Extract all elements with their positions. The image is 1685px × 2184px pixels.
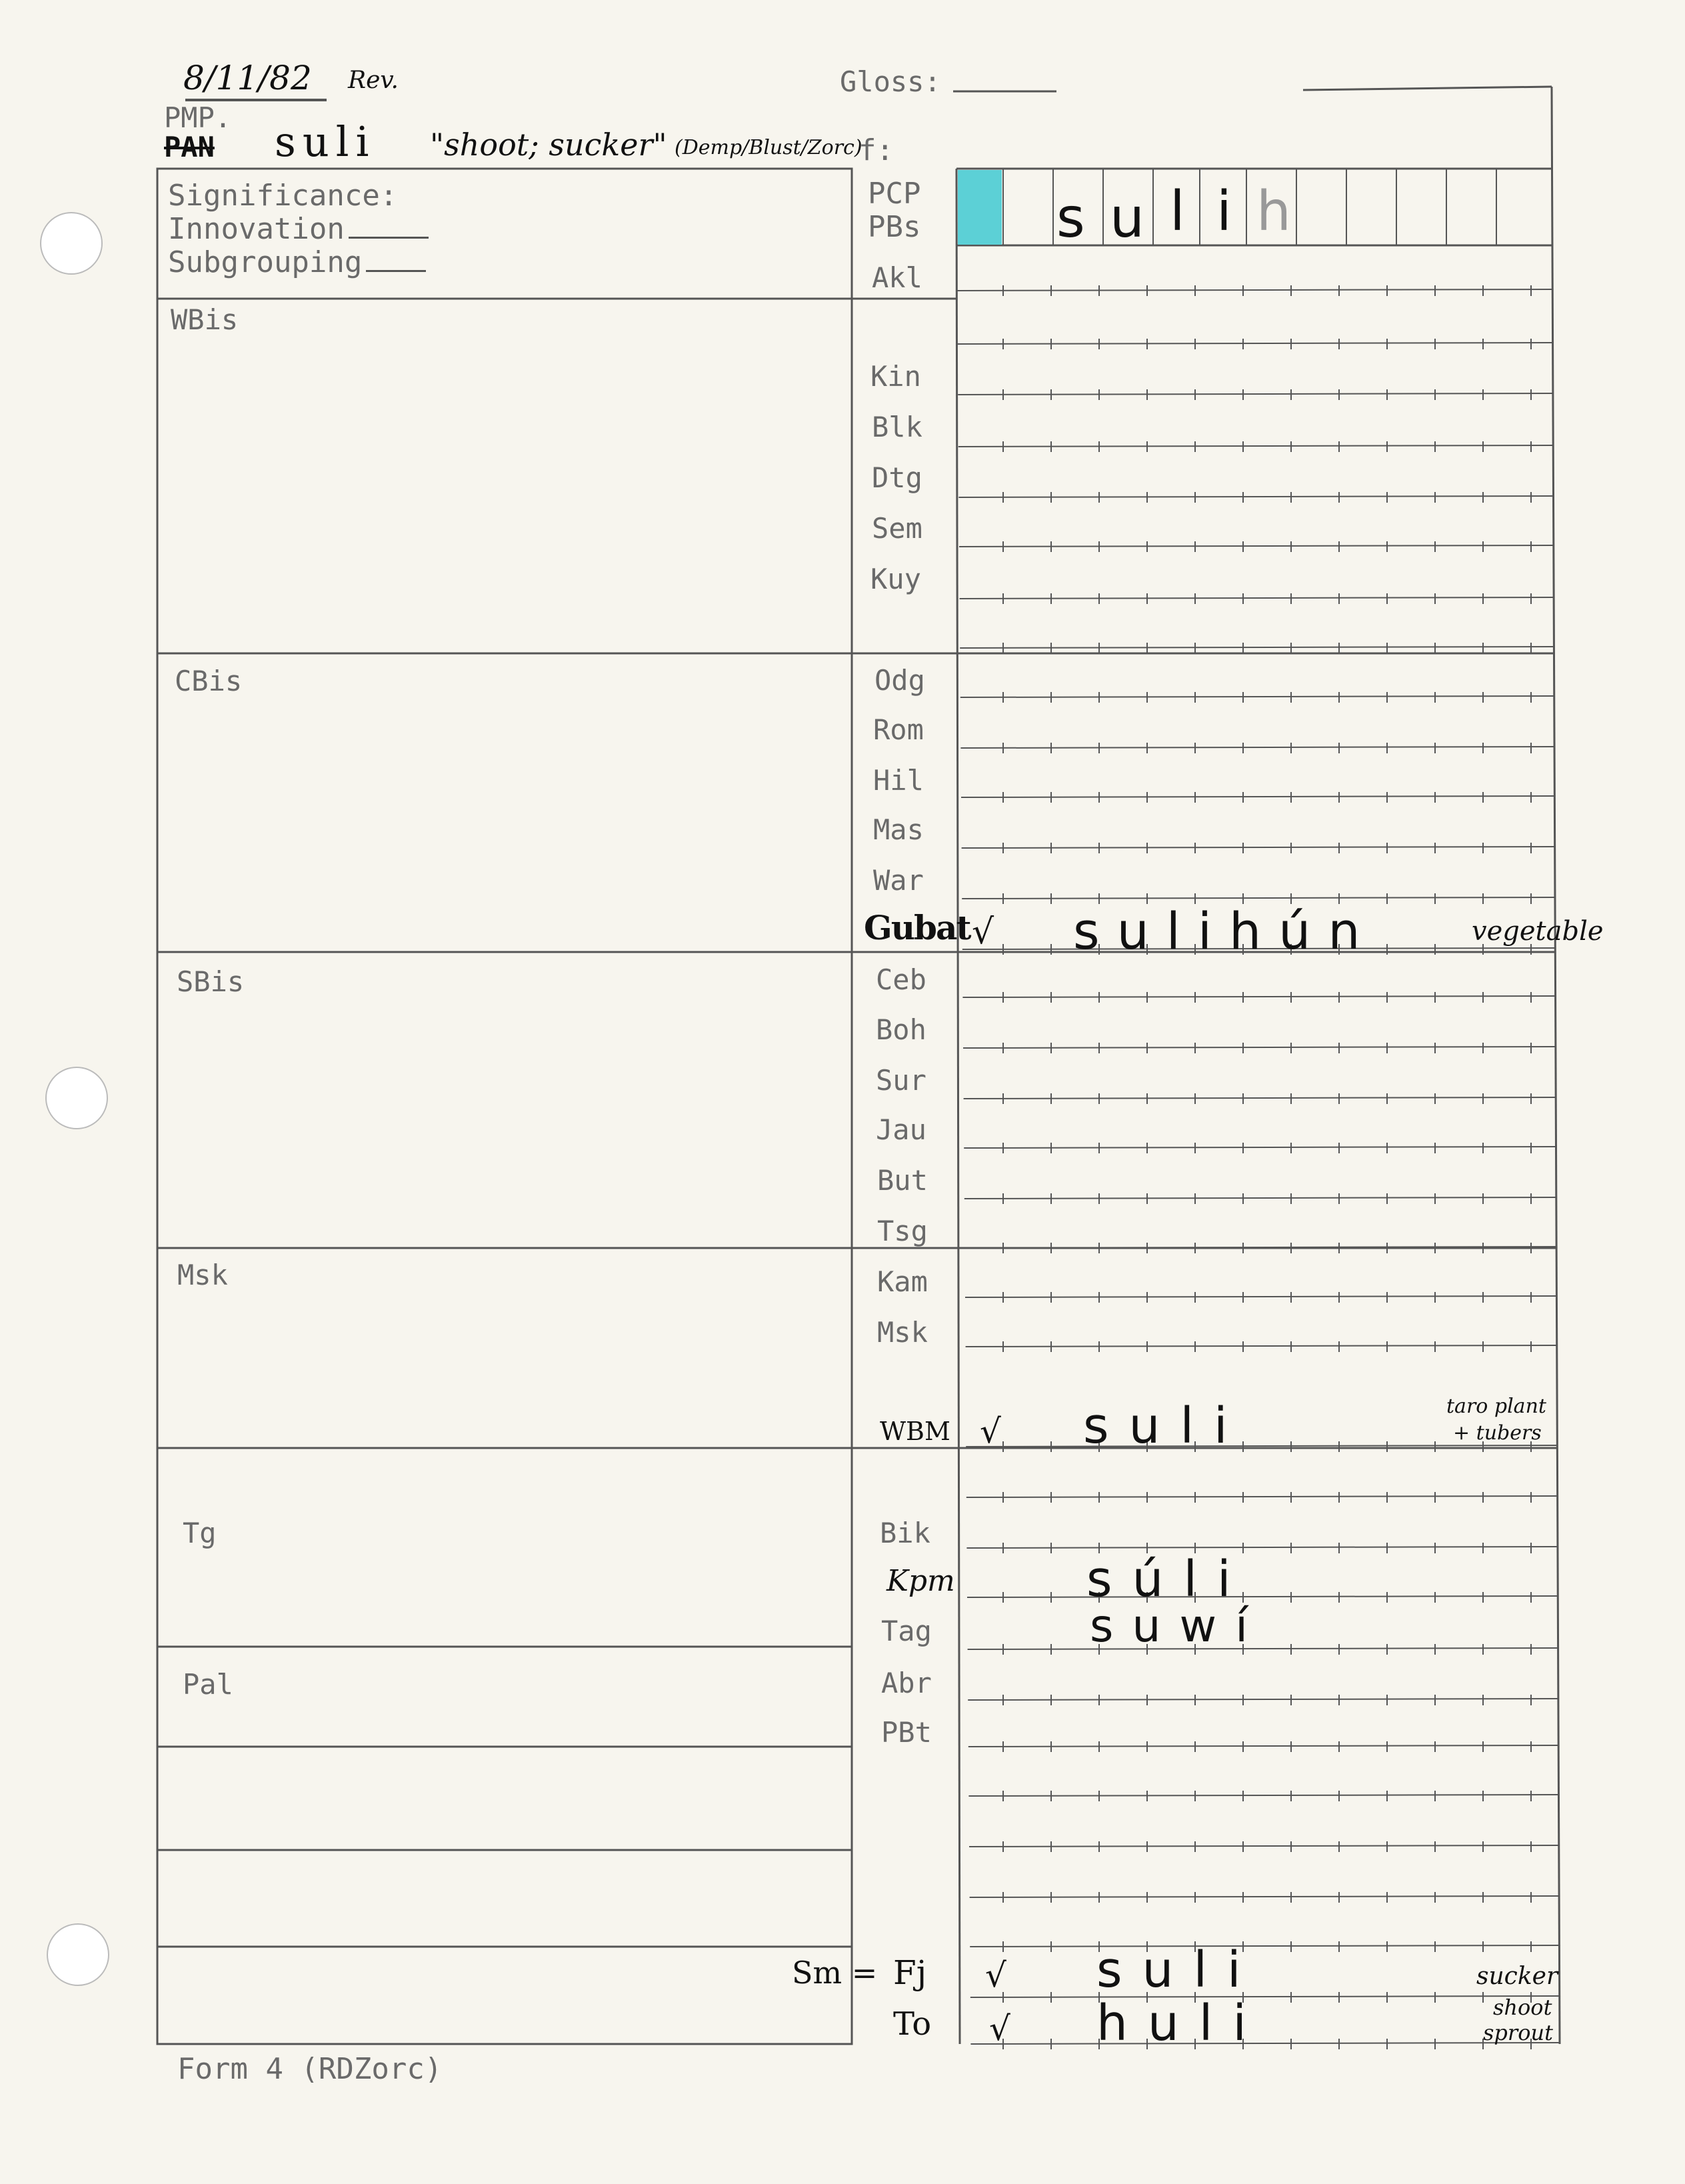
lang-abr: Abr xyxy=(881,1667,932,1699)
wbm-form: suli xyxy=(1083,1397,1248,1455)
gloss-label: Gloss: xyxy=(840,65,941,98)
lang-akl: Akl xyxy=(872,261,922,294)
entry-rule xyxy=(958,393,1553,395)
entry-rule xyxy=(968,1699,1558,1700)
wbm-gloss-2: + tubers xyxy=(1453,1421,1542,1445)
lang-tsg: Tsg xyxy=(877,1215,928,1247)
lang-wbm: WBM xyxy=(880,1417,950,1446)
gubat-check: √ xyxy=(972,912,994,952)
lang-kin: Kin xyxy=(870,360,921,393)
lang-msk: Msk xyxy=(877,1316,928,1349)
to-check: √ xyxy=(989,2009,1010,2048)
entry-rule xyxy=(957,289,1553,291)
kpm-form: súli xyxy=(1086,1551,1251,1608)
entry-rule xyxy=(960,647,1554,648)
lang-hil: Hil xyxy=(873,764,924,797)
lang-rom: Rom xyxy=(873,713,924,746)
lang-war: War xyxy=(873,864,924,897)
section-wbis: WBis xyxy=(171,303,239,336)
gubat-form: sulihún xyxy=(1073,901,1378,961)
entry-rule xyxy=(964,1097,1556,1099)
pcp-letter-u: u xyxy=(1110,187,1159,250)
level-label: PMP. xyxy=(164,101,232,134)
entry-rule xyxy=(964,1147,1556,1148)
entry-rule xyxy=(961,796,1555,797)
lang-pbt: PBt xyxy=(881,1716,932,1749)
wbm-check: √ xyxy=(980,1412,1001,1451)
gubat-gloss: vegetable xyxy=(1472,916,1604,947)
entry-rule xyxy=(968,1795,1558,1796)
lang-odg: Odg xyxy=(874,664,925,697)
to-gloss-2: sprout xyxy=(1483,2020,1553,2045)
lang-boh: Boh xyxy=(876,1013,926,1046)
pbs-label: PBs xyxy=(868,210,921,244)
entry-rule xyxy=(964,1197,1557,1199)
lang-sur: Sur xyxy=(876,1064,926,1097)
entry-rule xyxy=(958,445,1554,447)
fj-gloss: sucker xyxy=(1476,1963,1558,1990)
lang-kuy: Kuy xyxy=(870,563,921,595)
pcp-letter-s: s xyxy=(1056,187,1100,250)
entry-rule xyxy=(959,545,1554,547)
lang-kam: Kam xyxy=(877,1265,928,1298)
lang-blk: Blk xyxy=(872,411,922,443)
lang-kpm: Kpm xyxy=(886,1564,955,1598)
lang-to: To xyxy=(893,2005,932,2043)
fj-form: suli xyxy=(1096,1941,1261,1999)
lang-tag: Tag xyxy=(881,1615,932,1647)
innovation-label: Innovation xyxy=(168,212,429,246)
section-msk: Msk xyxy=(177,1259,228,1291)
lang-but: But xyxy=(877,1164,928,1197)
entry-rule xyxy=(966,1445,1557,1447)
entry-rule xyxy=(966,1345,1558,1347)
lang-fj: Fj xyxy=(893,1953,927,1992)
reconstructed-form: suli xyxy=(275,117,376,166)
section-tg: Tg xyxy=(183,1517,217,1549)
subgrouping-label: Subgrouping xyxy=(168,245,426,279)
tag-form: suwí xyxy=(1090,1600,1267,1653)
fj-check: √ xyxy=(985,1956,1006,1995)
entry-rule xyxy=(958,496,1554,497)
lang-mas: Mas xyxy=(873,813,924,846)
entry-rule xyxy=(969,1845,1559,1847)
pcp-letter-h: h xyxy=(1256,180,1306,243)
date-stamp: 8/11/82 xyxy=(183,59,312,97)
section-pal: Pal xyxy=(183,1668,233,1701)
of-label: f: xyxy=(858,133,894,167)
pcp-letter-i: i xyxy=(1216,180,1246,243)
lang-ceb: Ceb xyxy=(876,963,926,996)
revision-label: Rev. xyxy=(348,67,399,94)
lang-dtg: Dtg xyxy=(872,461,922,494)
entry-rule xyxy=(967,1596,1558,1597)
pcp-highlight-cell xyxy=(958,170,1002,245)
entry-rule xyxy=(965,1296,1557,1297)
form-footer-label: Form 4 (RDZorc) xyxy=(177,2052,443,2086)
section-cbis: CBis xyxy=(175,665,243,697)
entry-rule xyxy=(958,343,1554,344)
lang-bik: Bik xyxy=(880,1517,930,1549)
to-gloss-1: shoot xyxy=(1493,1995,1552,2020)
entry-rule xyxy=(960,696,1555,697)
wbm-gloss-1: taro plant xyxy=(1446,1395,1546,1418)
lang-gubat: Gubat xyxy=(864,908,970,947)
section-sbis: SBis xyxy=(177,965,245,998)
to-form: huli xyxy=(1096,1995,1266,2052)
pcp-letter-l: l xyxy=(1170,180,1200,243)
source-citation: (Demp/Blust/Zorc) xyxy=(675,136,862,159)
lang-sem: Sem xyxy=(872,512,922,545)
pcp-label: PCP xyxy=(868,177,921,211)
entry-rule xyxy=(966,1496,1558,1497)
lang-jau: Jau xyxy=(876,1113,926,1146)
entry-rule xyxy=(970,1945,1559,1947)
struck-level-label: PAN xyxy=(164,131,215,163)
fj-prefix: Sm = xyxy=(792,1955,878,1991)
entry-rule xyxy=(970,1896,1560,1897)
entry-rule xyxy=(960,747,1554,748)
entry-rule xyxy=(968,1745,1559,1747)
significance-label: Significance: xyxy=(168,179,398,213)
entry-rule xyxy=(960,597,1554,599)
entry-rule xyxy=(963,1047,1556,1048)
entry-rule xyxy=(966,1547,1558,1548)
gloss-text: "shoot; sucker" xyxy=(430,127,667,163)
